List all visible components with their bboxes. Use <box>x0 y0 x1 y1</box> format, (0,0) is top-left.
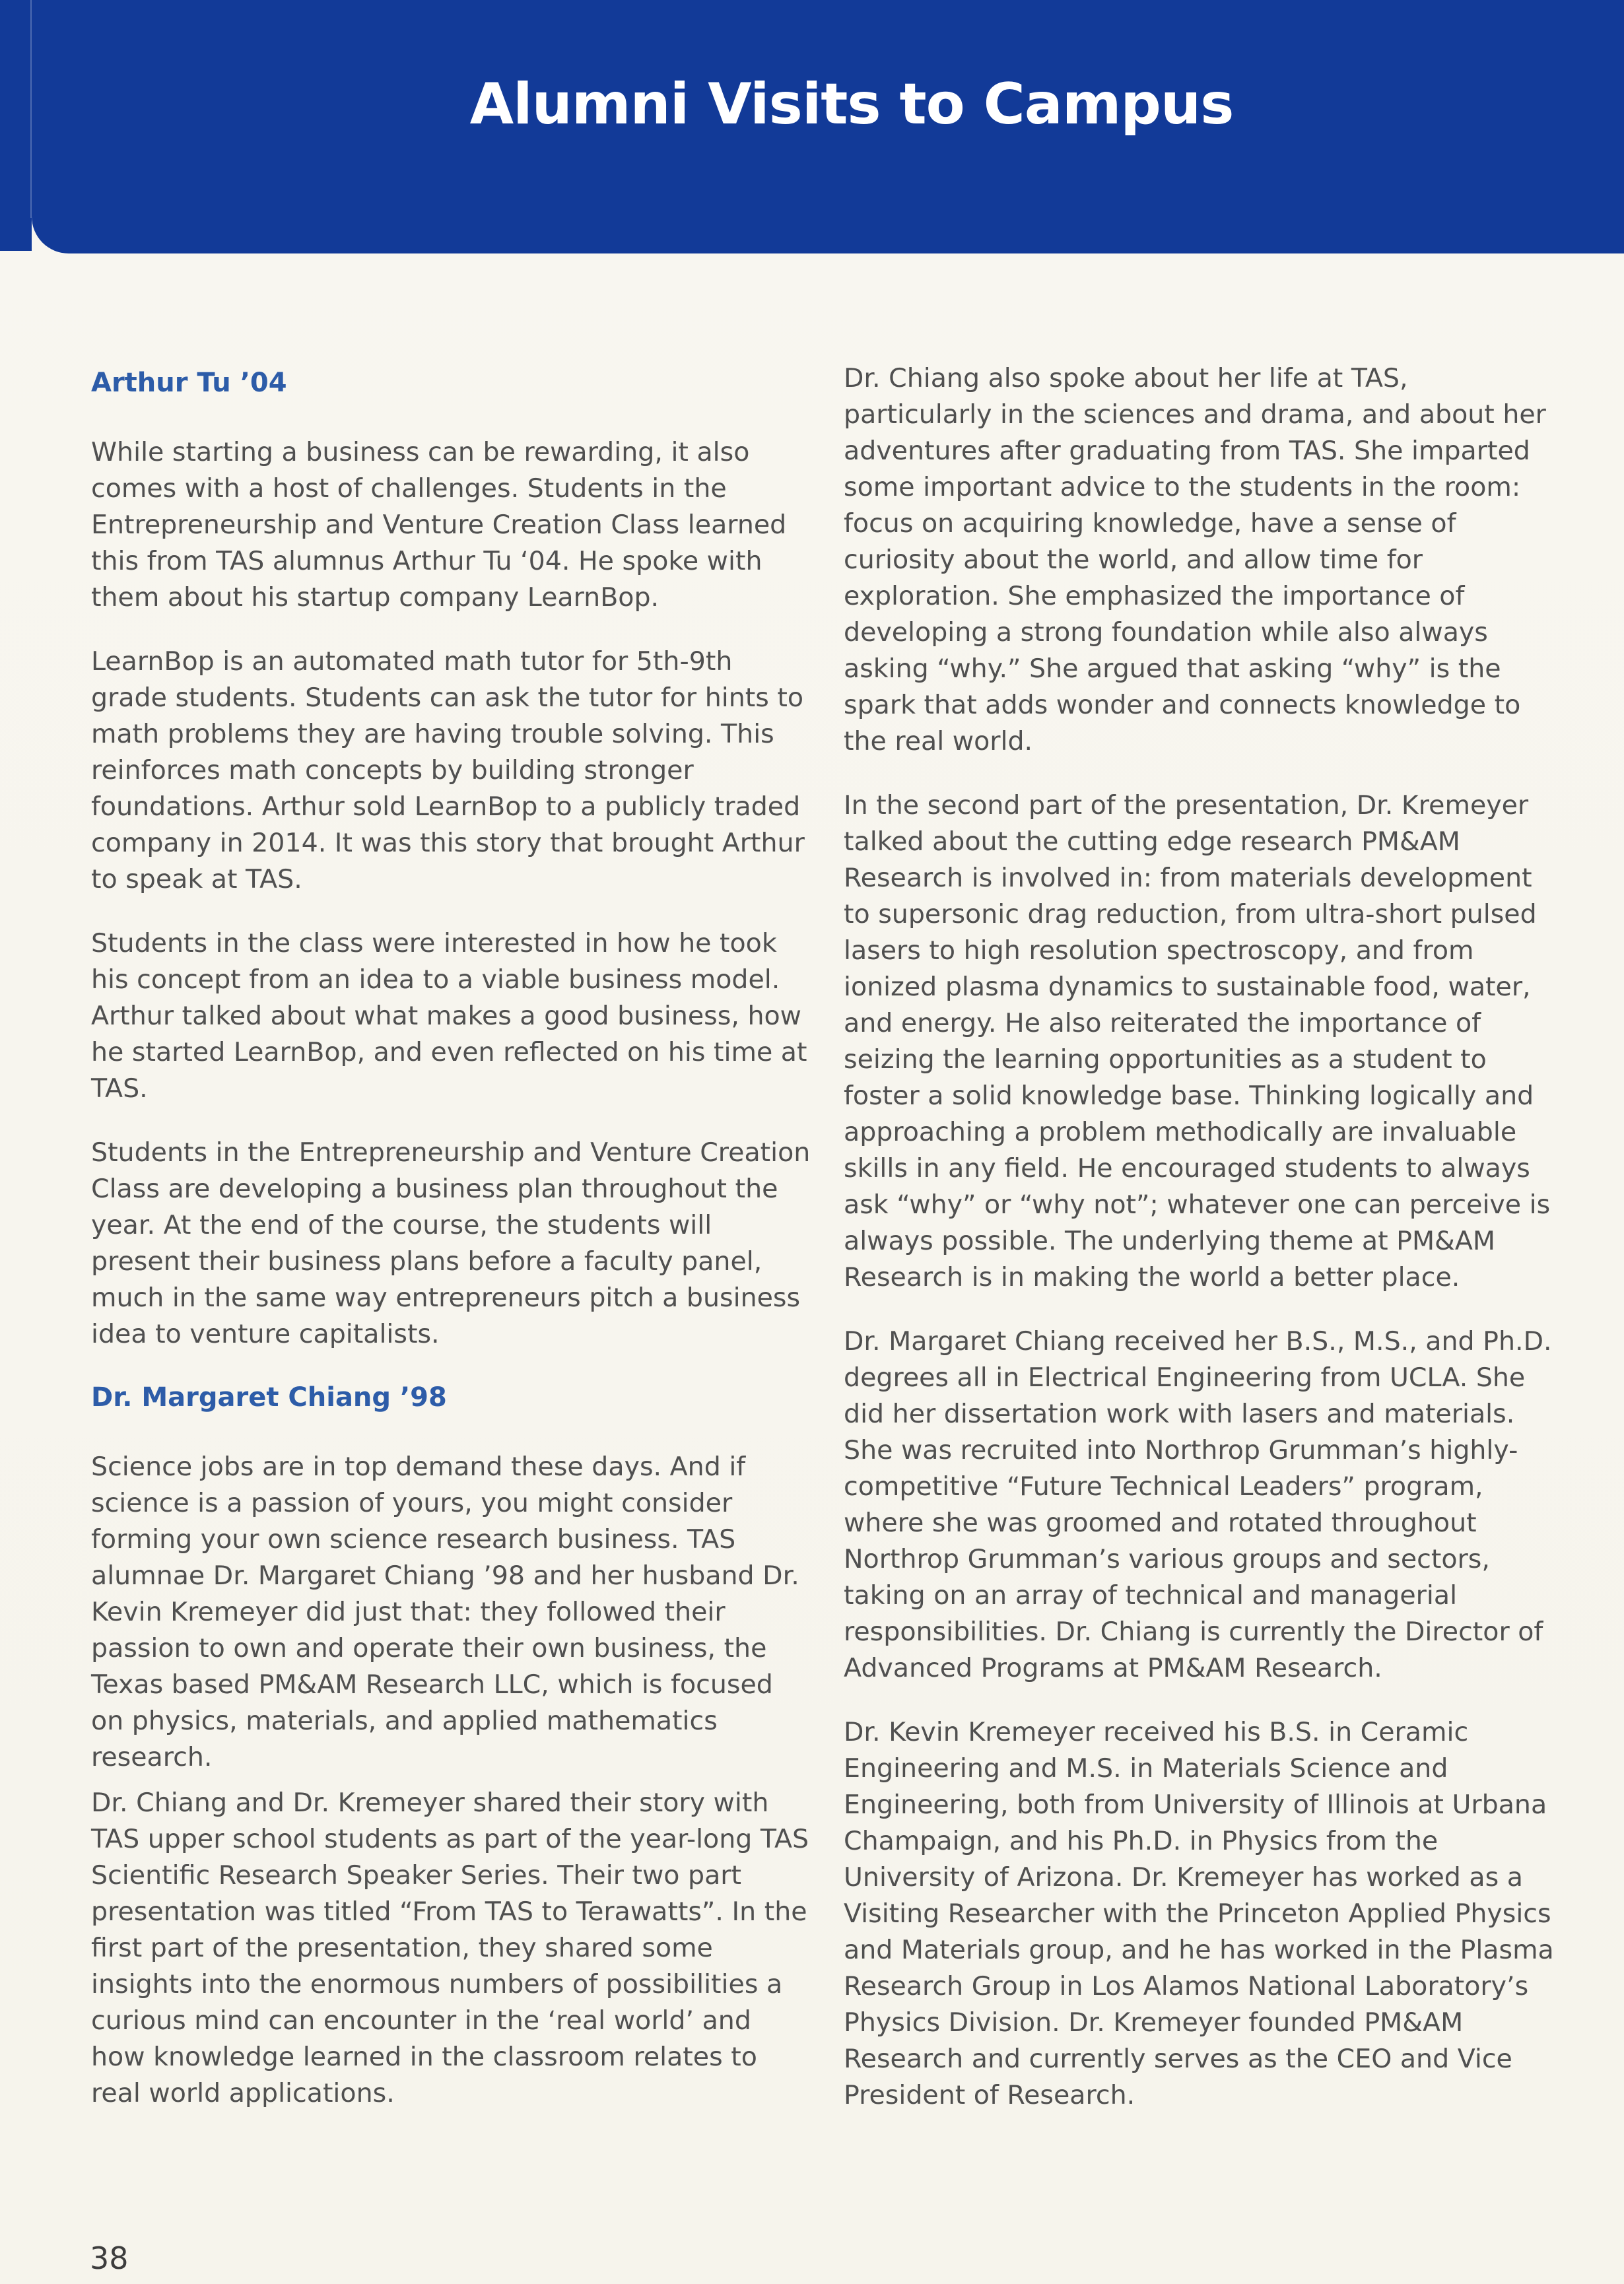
section-heading-margaret-chiang: Dr. Margaret Chiang ’98 <box>91 1382 447 1413</box>
page-title: Alumni Visits to Campus <box>469 71 1234 137</box>
page-number: 38 <box>90 2240 129 2276</box>
paragraph: Science jobs are in top demand these days. And if science is a passion of yours, you might consider forming your own science research business. TAS alumnae Dr. Margaret Chiang ’98 and her husband Dr. Kevin Kremeyer did just that: they followed their passion to own and operate their own business, the Texas based PM&AM Research LLC, which is focused on physics, materials, and applied mathematics research. <box>91 1452 799 1772</box>
paragraph: Dr. Chiang and Dr. Kremeyer shared their story with TAS upper school students as part of the year-long TAS Scientific Research Speaker Series. Their two part presentation was titled “From TAS to Terawatts”. In the first part of the presentation, they shared some insights into the enormous numbers of possibilities a curious mind can encounter in the ‘real world’ and how knowledge learned in the classroom relates to real world applications. <box>91 1788 809 2108</box>
paragraph: Dr. Kevin Kremeyer received his B.S. in Ceramic Engineering and M.S. in Materials Science and Engineering, both from University of Illinois at Urbana Champaign, and his Ph.D. in Physics from the University of Arizona. Dr. Kremeyer has worked as a Visiting Researcher with the Princeton Applied Physics and Materials group, and he has worked in the Plasma Research Group in Los Alamos National Laboratory’s Physics Division. Dr. Kremeyer founded PM&AM Research and currently serves as the CEO and Vice President of Research. <box>844 1717 1554 2110</box>
right-column <box>844 362 1563 2141</box>
left-column <box>91 362 811 2139</box>
paragraph: In the second part of the presentation, Dr. Kremeyer talked about the cutting edge research PM&AM Research is involved in: from materials development to supersonic drag reduction, from ultra-short pulsed lasers to high resolution spectroscopy, and from ionized plasma dynamics to sustainable food, water, and energy. He also reiterated the importance of seizing the learning opportunities as a student to foster a solid knowledge base. Thinking logically and approaching a problem methodically are invaluable skills in any field. He encouraged students to always ask “why” or “why not”; whatever one can perceive is always possible. The underlying theme at PM&AM Research is in making the world a better place. <box>844 790 1551 1293</box>
paragraph: Students in the class were interested in how he took his concept from an idea to a viable business model. Arthur talked about what makes a good business, how he started LearnBop, and even reflected on his time at TAS. <box>91 928 807 1104</box>
section-heading-arthur-tu: Arthur Tu ’04 <box>91 368 287 398</box>
paragraph: Students in the Entrepreneurship and Venture Creation Class are developing a business plan throughout the year. At the end of the course, the students will present their business plans before a faculty panel, much in the same way entrepreneurs pitch a business idea to venture capitalists. <box>91 1137 811 1349</box>
paragraph: Dr. Margaret Chiang received her B.S., M.S., and Ph.D. degrees all in Electrical Engineering from UCLA. She did her dissertation work with lasers and materials. She was recruited into Northrop Grumman’s highly-competitive “Future Technical Leaders” program, where she was groomed and rotated throughout Northrop Grumman’s various groups and sectors, taking on an array of technical and managerial responsibilities. Dr. Chiang is currently the Director of Advanced Programs at PM&AM Research. <box>844 1326 1552 1683</box>
paragraph: Dr. Chiang also spoke about her life at TAS, particularly in the sciences and drama, and about her adventures after graduating from TAS. She imparted some important advice to the students in the room: focus on acquiring knowledge, have a sense of curiosity about the world, and allow time for exploration. She emphasized the importance of developing a strong foundation while also always asking “why.” She argued that asking “why” is the spark that adds wonder and connects knowledge to the real world. <box>844 363 1546 756</box>
paragraph: LearnBop is an automated math tutor for 5th-9th grade students. Students can ask the tutor for hints to math problems they are having trouble solving. This reinforces math concepts by building stronger foundations. Arthur sold LearnBop to a publicly traded company in 2014. It was this story that brought Arthur to speak at TAS. <box>91 646 805 894</box>
paragraph: While starting a business can be rewarding, it also comes with a host of challenges. Students in the Entrepreneurship and Venture Creation Class learned this from TAS alumnus Arthur Tu ‘04. He spoke with them about his startup company LearnBop. <box>91 437 787 613</box>
